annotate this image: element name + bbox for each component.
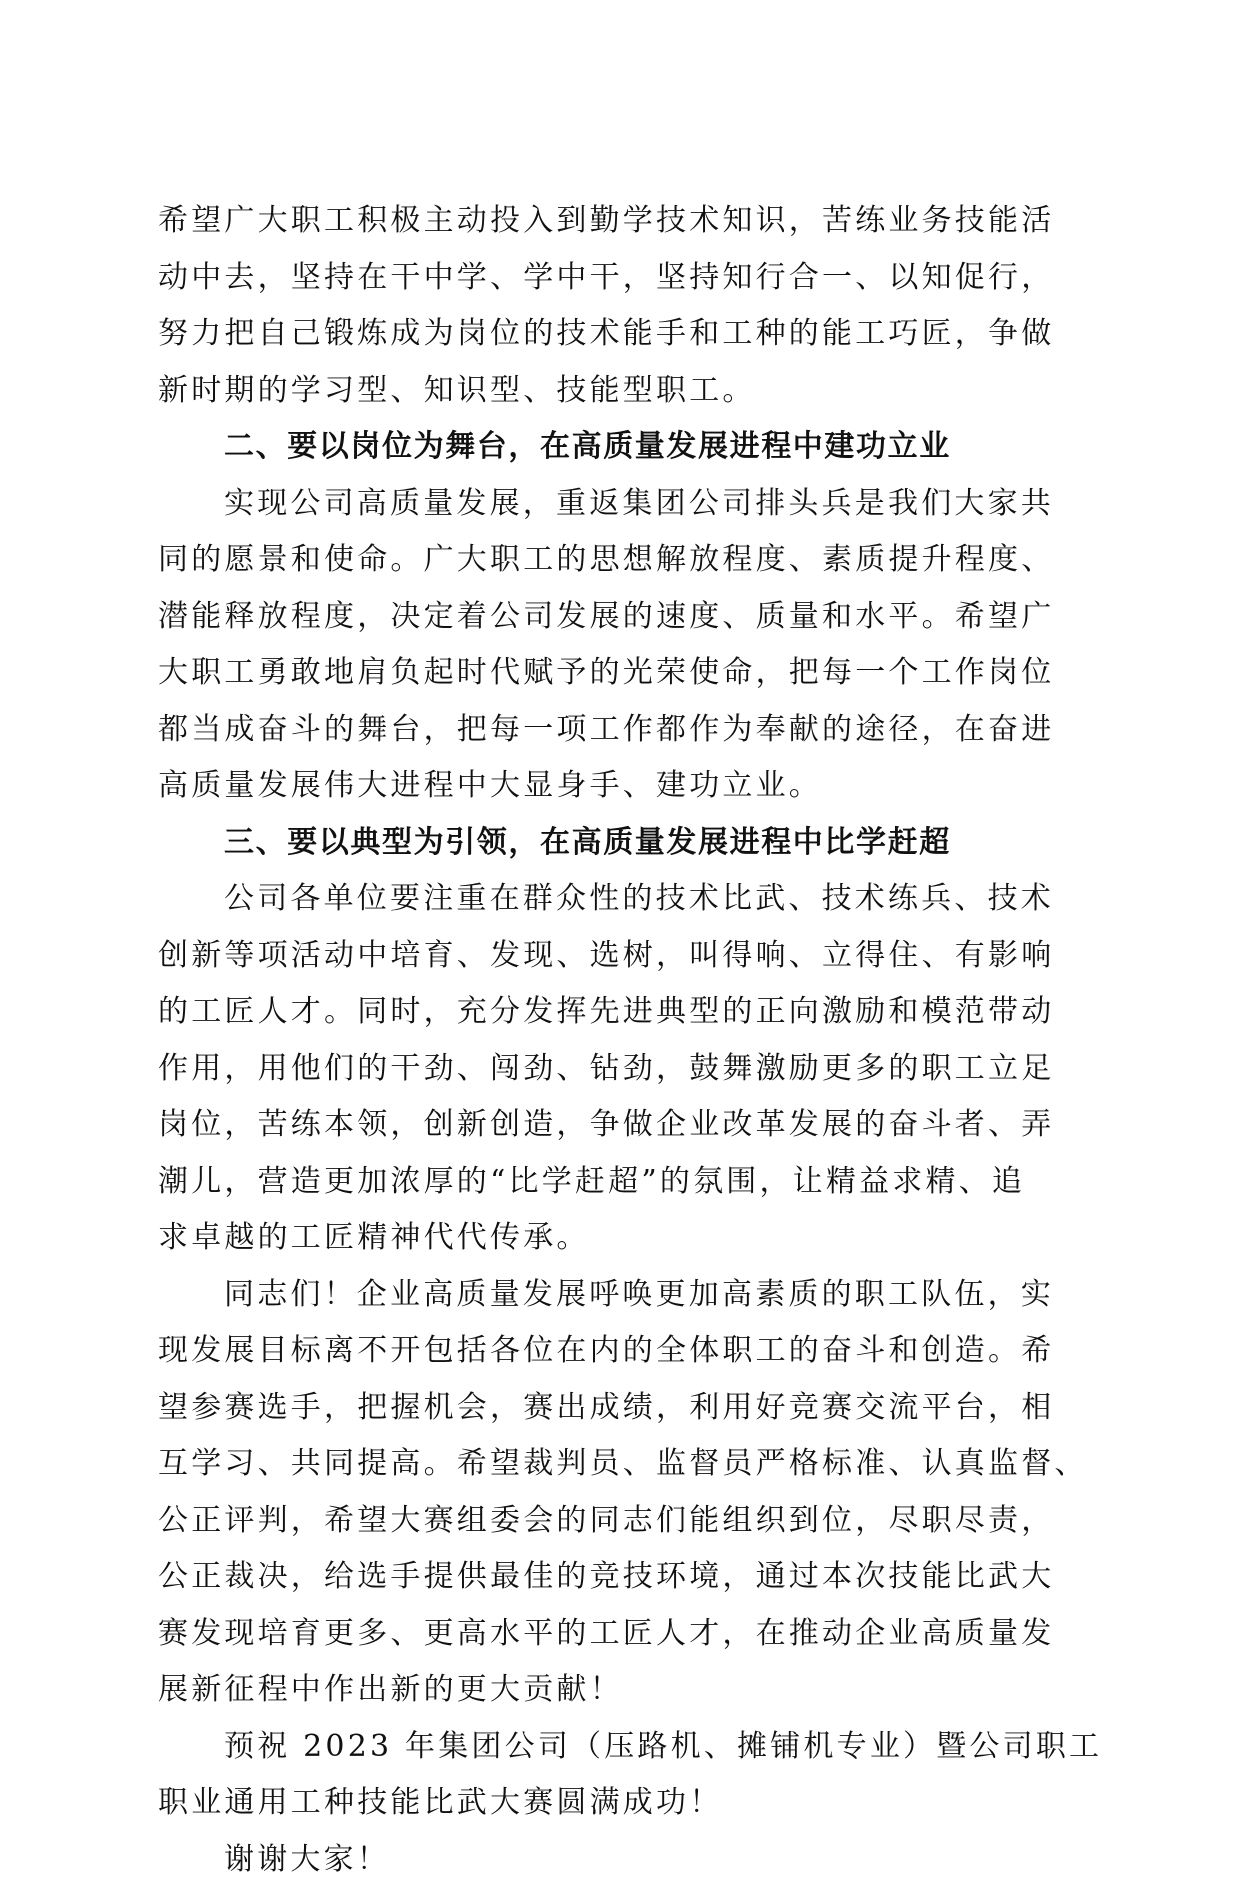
text-line: 高质量发展伟大进程中大显身手、建功立业。 [158,758,1088,815]
paragraph-4 [158,1267,1088,1719]
text-line: 预祝 2023 年集团公司（压路机、摊铺机专业）暨公司职工 [158,1719,1088,1776]
text-line: 公正评判，希望大赛组委会的同志们能组织到位，尽职尽责， [158,1493,1088,1550]
section-heading-3: 三、要以典型为引领，在高质量发展进程中比学赶超 [158,815,1088,872]
text-line: 希望广大职工积极主动投入到勤学技术知识，苦练业务技能活 [158,193,1088,250]
text-line: 动中去，坚持在干中学、学中干，坚持知行合一、以知促行， [158,250,1088,307]
document-body [158,193,1088,1888]
text-line: 大职工勇敢地肩负起时代赋予的光荣使命，把每一个工作岗位 [158,645,1088,702]
closing-line: 谢谢大家！ [158,1832,1088,1888]
text-line: 公正裁决，给选手提供最佳的竞技环境，通过本次技能比武大 [158,1549,1088,1606]
text-line: 职业通用工种技能比武大赛圆满成功！ [158,1775,1088,1832]
text-line: 潮儿，营造更加浓厚的“比学赶超”的氛围，让精益求精、追 [158,1154,1088,1211]
text-line: 岗位，苦练本领，创新创造，争做企业改革发展的奋斗者、弄 [158,1097,1088,1154]
text-line: 望参赛选手，把握机会，赛出成绩，利用好竞赛交流平台，相 [158,1380,1088,1437]
paragraph-1 [158,193,1088,419]
text-line: 创新等项活动中培育、发现、选树，叫得响、立得住、有影响 [158,928,1088,985]
text-line: 作用，用他们的干劲、闯劲、钻劲，鼓舞激励更多的职工立足 [158,1041,1088,1098]
paragraph-5 [158,1719,1088,1832]
text-line: 的工匠人才。同时，充分发挥先进典型的正向激励和模范带动 [158,984,1088,1041]
text-line: 赛发现培育更多、更高水平的工匠人才，在推动企业高质量发 [158,1606,1088,1663]
text-line: 现发展目标离不开包括各位在内的全体职工的奋斗和创造。希 [158,1323,1088,1380]
paragraph-3 [158,871,1088,1267]
text-line: 同志们！企业高质量发展呼唤更加高素质的职工队伍，实 [158,1267,1088,1324]
text-line: 公司各单位要注重在群众性的技术比武、技术练兵、技术 [158,871,1088,928]
text-line: 互学习、共同提高。希望裁判员、监督员严格标准、认真监督、 [158,1436,1088,1493]
text-line: 同的愿景和使命。广大职工的思想解放程度、素质提升程度、 [158,532,1088,589]
text-line: 潜能释放程度，决定着公司发展的速度、质量和水平。希望广 [158,589,1088,646]
text-line: 都当成奋斗的舞台，把每一项工作都作为奉献的途径，在奋进 [158,702,1088,759]
text-line: 努力把自己锻炼成为岗位的技术能手和工种的能工巧匠，争做 [158,306,1088,363]
text-line: 展新征程中作出新的更大贡献！ [158,1662,1088,1719]
text-line: 实现公司高质量发展，重返集团公司排头兵是我们大家共 [158,476,1088,533]
section-heading-2: 二、要以岗位为舞台，在高质量发展进程中建功立业 [158,419,1088,476]
paragraph-2 [158,476,1088,815]
text-line: 求卓越的工匠精神代代传承。 [158,1210,1088,1267]
text-line: 新时期的学习型、知识型、技能型职工。 [158,363,1088,420]
